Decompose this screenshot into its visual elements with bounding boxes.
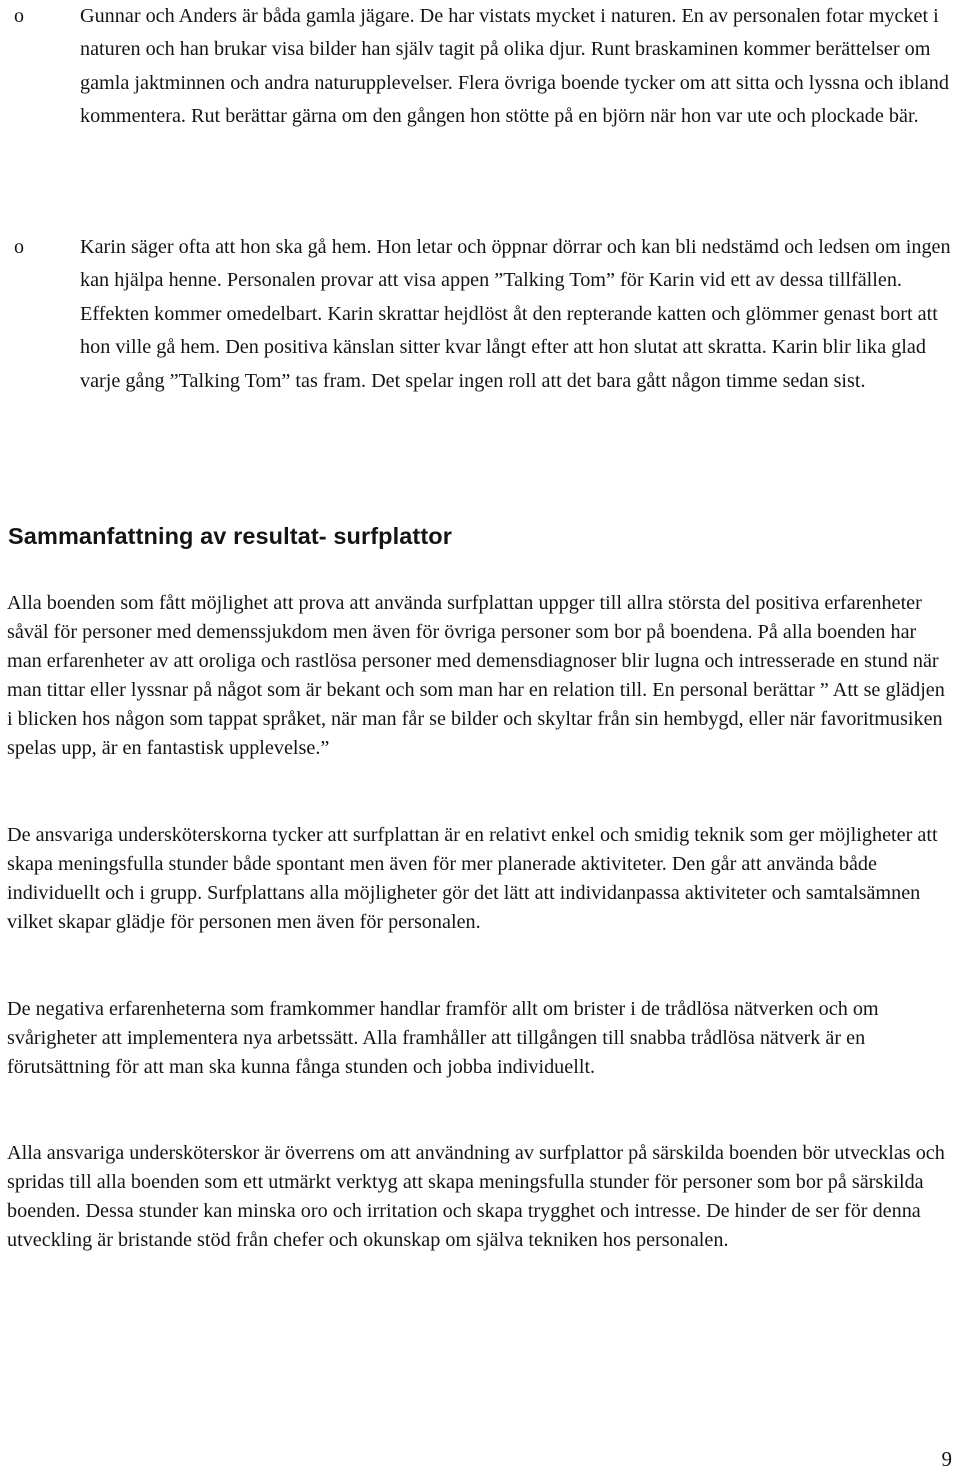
bullet-text: Karin säger ofta att hon ska gå hem. Hon letar och öppnar dörrar och kan bli nedstämd och ledsen om ingen kan hjälpa henne. Personalen provar att visa appen ”Talking Tom” för Karin vid ett av dessa tillfällen. Effekten kommer omedelbart. Karin skrattar hejdlöst åt den repterande katten och glömmer genast bort att hon ville gå hem. Den positiva känslan sitter kvar långt efter att hon slutat att skratta. Karin blir lika glad varje gång ”Talking Tom” tas fram. Det spelar ingen roll att det bara gått någon timme sedan sist.: [80, 236, 951, 392]
bullet-marker: o: [14, 5, 24, 27]
paragraph-responsible-staff: De ansvariga undersköterskorna tycker att surfplattan är en relativt enkel och smidig teknik som ger möjligheter att skapa meningsfulla stunder både spontant men även för mer planerade aktiviteter. Den går att använda både individuellt och i grupp. Surfplattans alla möjligheter gör det lätt att individanpassa aktiviteter och samtalsämnen vilket skapar glädje för personen men även för personalen.: [7, 824, 938, 933]
bullet-marker: o: [14, 236, 24, 258]
paragraph-negative-experiences: De negativa erfarenheterna som framkommer handlar framför allt om brister i de trådlösa nätverken och om svårigheter att implementera nya arbetssätt. Alla framhåller att tillgången till snabba trådlösa nätverk är en förutsättning för att man ska kunna fånga stunden och jobba individuellt.: [7, 998, 879, 1078]
bullet-text: Gunnar och Anders är båda gamla jägare. De har vistats mycket i naturen. En av personalen fotar mycket i naturen och han brukar visa bilder han själv tagit på olika djur. Runt braskaminen kommer berättelser om gamla jaktminnen och andra naturupplevelser. Flera övriga boende tycker om att sitta och lyssna och ibland kommentera. Rut berättar gärna om den gången hon stötte på en björn när hon var ute och plockade bär.: [80, 5, 949, 128]
paragraph-conclusion: Alla ansvariga undersköterskor är överrens om att användning av surfplattor på särskilda boenden bör utvecklas och spridas till alla boenden som ett utmärkt verktyg att skapa meningsfulla stunder för personer som bor på särskilda boenden. Dessa stunder kan minska oro och irritation och skapa trygghet och intresse. De hinder de ser för denna utveckling är bristande stöd från chefer och okunskap om själva tekniken hos personalen.: [7, 1142, 945, 1251]
paragraph-summary: Alla boenden som fått möjlighet att prova att använda surfplattan uppger till allra största del positiva erfarenheter såväl för personer med demenssjukdom men även för övriga personer som bor på boendena. På alla boenden har man erfarenheter av att oroliga och rastlösa personer med demensdiagnoser blir lugna och intresserade en stund när man tittar eller lyssnar på något som är bekant och som man har en relation till. En personal berättar ” Att se glädjen i blicken hos någon som tappat språket, när man får se bilder och skyltar från sin hembygd, eller när favoritmusiken spelas upp, är en fantastisk upplevelse.”: [7, 592, 945, 759]
section-heading: Sammanfattning av resultat- surfplattor: [8, 523, 452, 549]
page-number: 9: [941, 1447, 952, 1471]
